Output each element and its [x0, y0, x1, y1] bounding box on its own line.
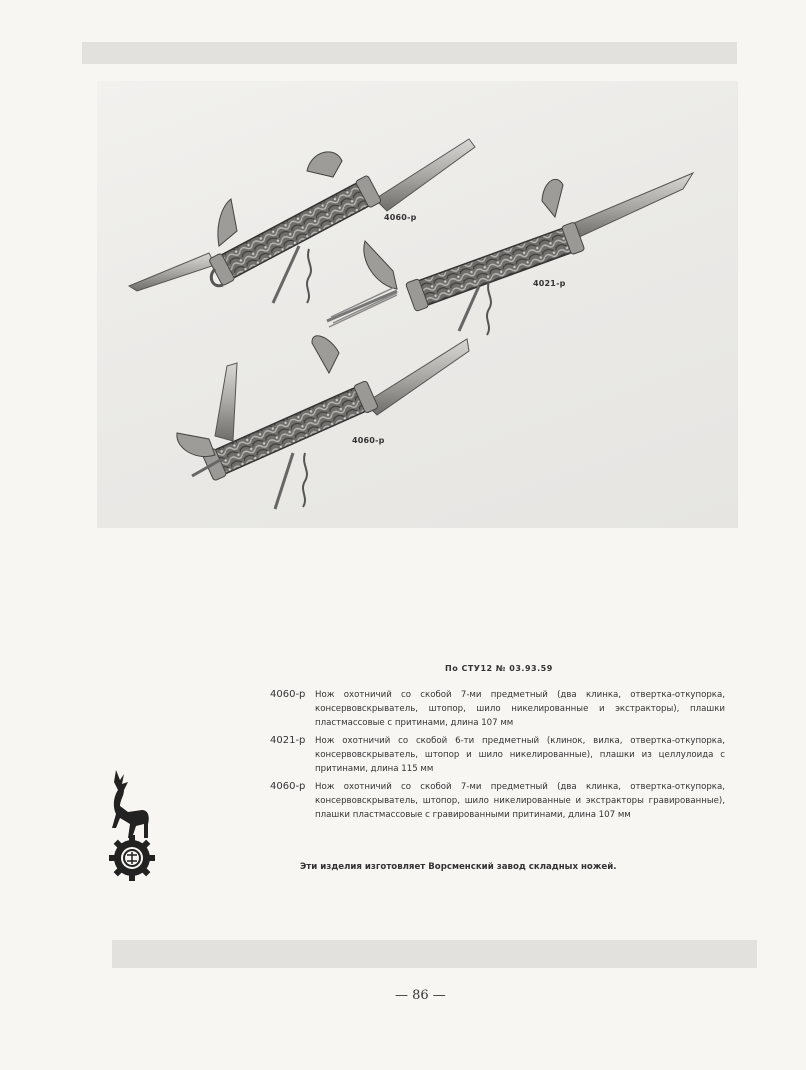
top-gray-band	[82, 42, 737, 64]
knives-illustration	[97, 81, 738, 528]
knife-label-4060-r-bottom: 4060-р	[352, 436, 385, 445]
catalog-entry	[270, 780, 750, 822]
standard-reference: По СТУ12 № 03.93.59	[445, 664, 553, 673]
page-number: — 86 —	[395, 988, 446, 1003]
knife-label-4021-r: 4021-р	[533, 279, 566, 288]
entry-description: Нож охотничий со скобой 7-ми предметный (два клинка, отвертка-откупорка, консервовскрыватель, штопор, шило никелированные и экстракторы гравированные), плашки пластмассовые с гравированными притинами, длина 107 мм	[315, 782, 725, 820]
entry-code: 4060-р	[270, 689, 306, 700]
knife-label-4060-r-top: 4060-р	[384, 213, 417, 222]
catalog-entries	[270, 688, 750, 826]
entry-code: 4021-р	[270, 735, 306, 746]
deer-gear-logo	[102, 766, 162, 884]
bottom-gray-band	[112, 940, 757, 968]
manufacturer-note: Эти изделия изготовляет Ворсменский завод складных ножей.	[300, 862, 617, 872]
knives-photo	[97, 81, 738, 528]
entry-code: 4060-р	[270, 781, 306, 792]
catalog-entry	[270, 734, 750, 776]
catalog-entry	[270, 688, 750, 730]
entry-description: Нож охотничий со скобой 6-ти предметный (клинок, вилка, отвертка-откупорка, консервовскрыватель, штопор и шило никелированные), плашки из целлулоида с притинами, длина 115 мм	[315, 736, 725, 774]
entry-description: Нож охотничий со скобой 7-ми предметный (два клинка, отвертка-откупорка, консервовскрыватель, штопор, шило никелированные и экстракторы), плашки пластмассовые с притинами, длина 107 мм	[315, 690, 725, 728]
deer-gear-logo-icon	[102, 766, 162, 884]
knife-4060-r-bottom	[177, 336, 469, 509]
